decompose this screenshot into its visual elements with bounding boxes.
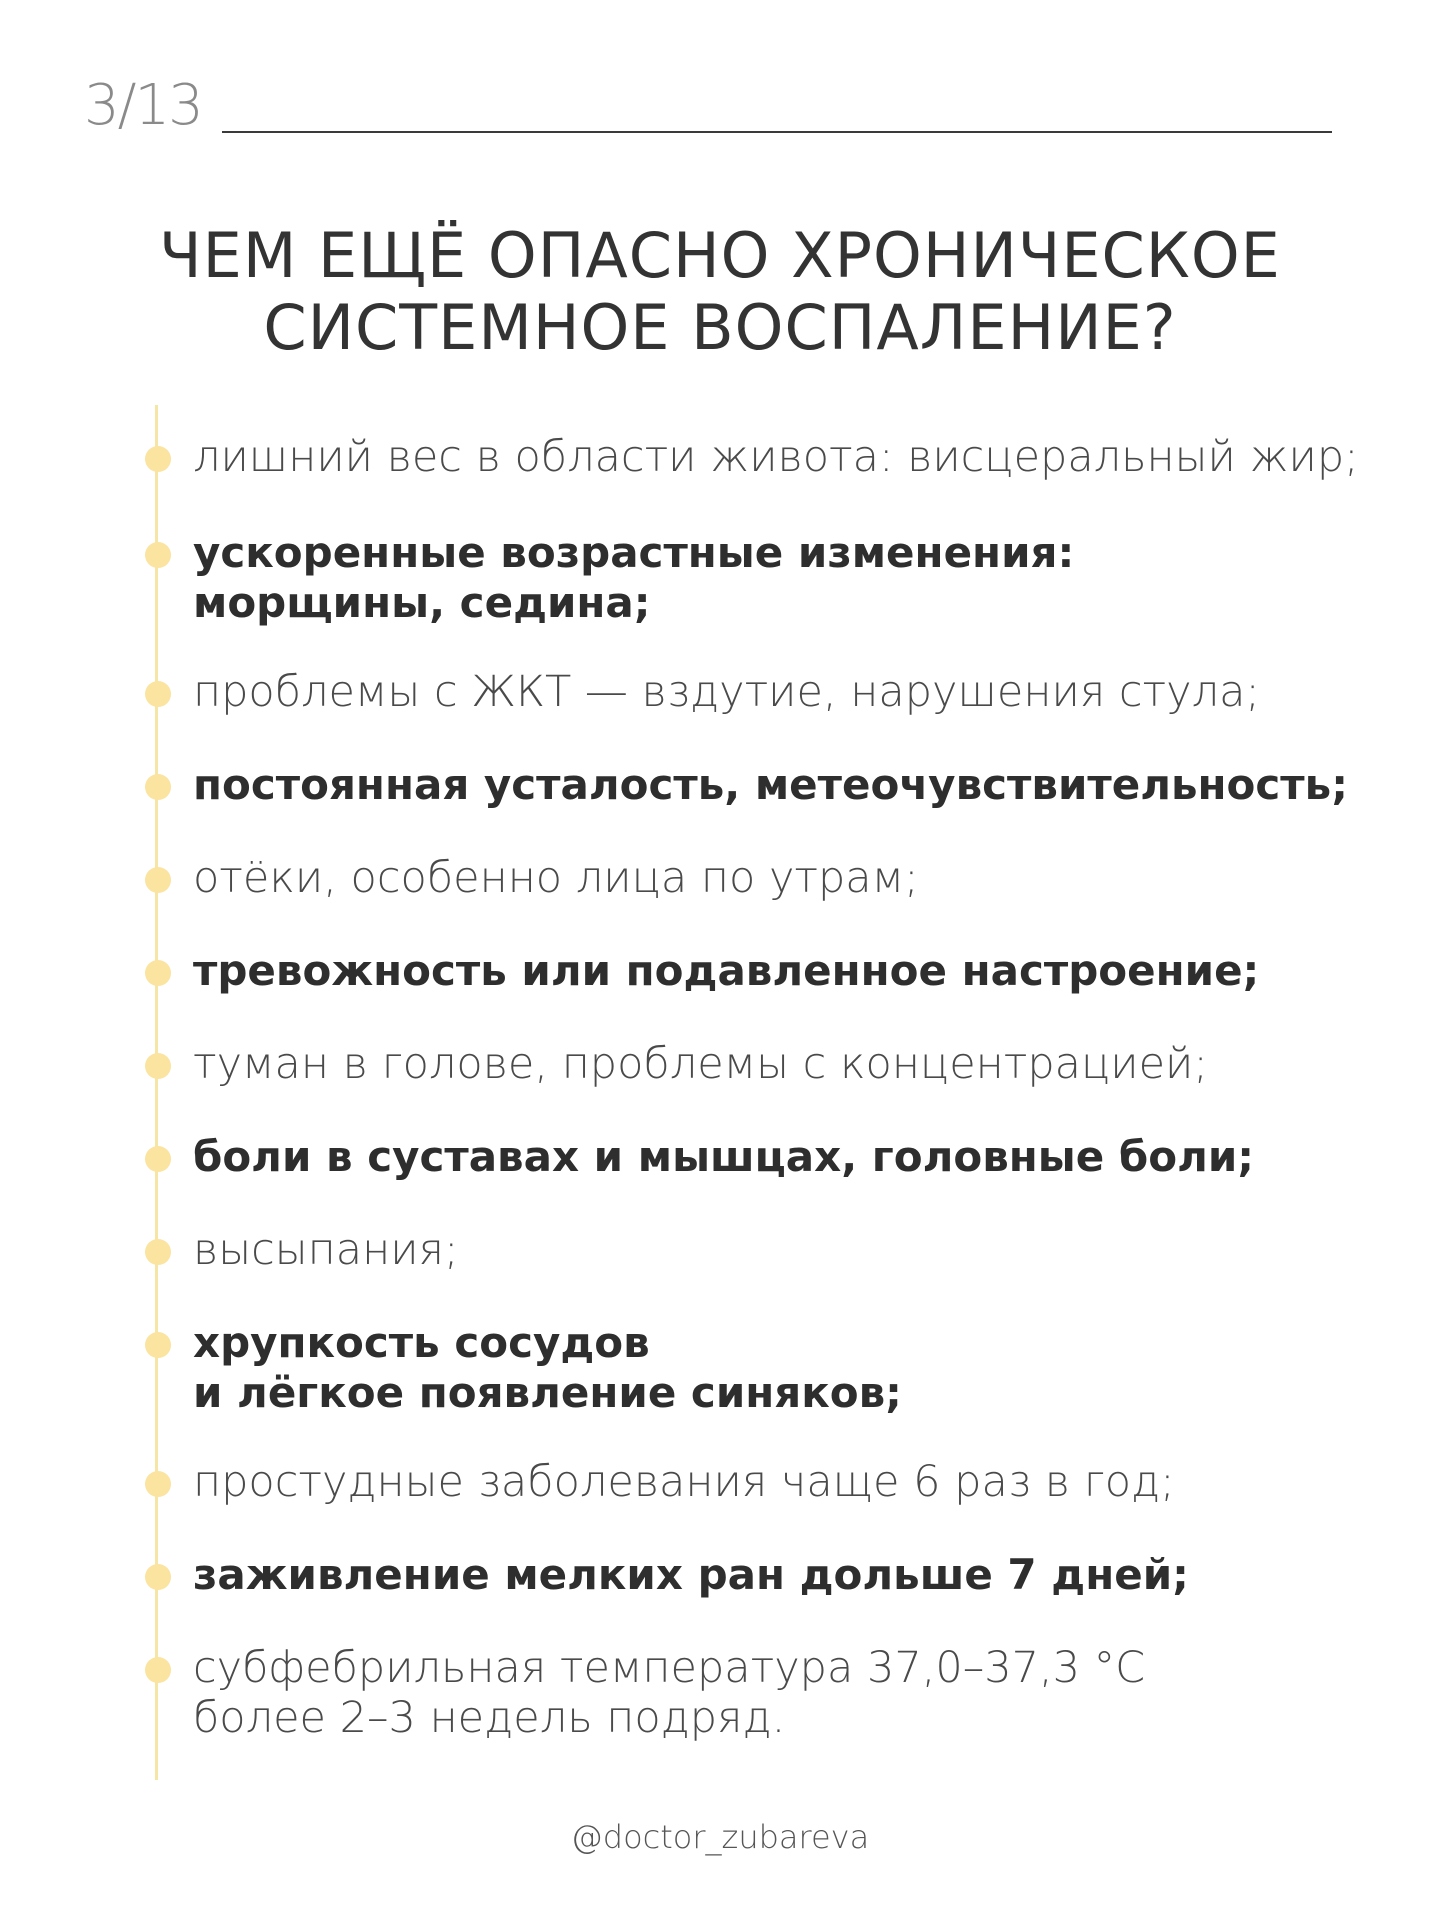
bullet-dot-icon (145, 1053, 171, 1079)
list-item (193, 760, 1353, 810)
list-item-text: простудные заболевания чаще 6 раз в год; (193, 1457, 1175, 1507)
list-item-text: туман в голове, проблемы с концентрацией; (193, 1039, 1208, 1089)
list-item-text: хрупкость сосудов и лёгкое появление синяков; (193, 1318, 902, 1417)
list-item (193, 528, 1353, 628)
bullet-dot-icon (145, 681, 171, 707)
list-item (193, 1643, 1353, 1743)
bullet-dot-icon (145, 960, 171, 986)
bullet-dot-icon (145, 1471, 171, 1497)
bullet-dot-icon (145, 1564, 171, 1590)
list-item-text: высыпания; (193, 1225, 459, 1275)
list-item-text: лишний вес в области живота: висцеральный жир; (193, 432, 1359, 482)
list-item-text: ускоренные возрастные изменения: морщины, седина; (193, 528, 1075, 627)
list-item (193, 1457, 1353, 1507)
list-item-text: заживление мелких ран дольше 7 дней; (193, 1550, 1189, 1599)
bullet-dot-icon (145, 542, 171, 568)
bullet-dot-icon (145, 867, 171, 893)
page-number: 3/13 (84, 73, 202, 138)
list-item-text: проблемы с ЖКТ — вздутие, нарушения стула; (193, 667, 1260, 717)
list-item (193, 1550, 1353, 1600)
list-item (193, 667, 1353, 717)
page-title (60, 220, 1380, 364)
bullet-dot-icon (145, 774, 171, 800)
list-item (193, 946, 1353, 996)
list-item (193, 1318, 1353, 1418)
list-item (193, 853, 1353, 903)
bullet-dot-icon (145, 1332, 171, 1358)
list-item (193, 1039, 1353, 1089)
list-item-text: отёки, особенно лица по утрам; (193, 853, 919, 903)
header-divider (222, 131, 1332, 133)
list-item-text: тревожность или подавленное настроение; (193, 946, 1260, 995)
bullet-dot-icon (145, 446, 171, 472)
list-item (193, 1132, 1353, 1182)
title-line-2: СИСТЕМНОЕ ВОСПАЛЕНИЕ? (263, 291, 1177, 364)
bullet-dot-icon (145, 1657, 171, 1683)
bullet-dot-icon (145, 1239, 171, 1265)
list-item (193, 1225, 1353, 1275)
list-item (193, 432, 1359, 482)
list-item-text: субфебрильная температура 37,0–37,3 °С более 2–3 недель подряд. (193, 1643, 1146, 1743)
title-line-1: ЧЕМ ЕЩЁ ОПАСНО ХРОНИЧЕСКОЕ (159, 219, 1281, 292)
list-item-text: постоянная усталость, метеочувствительность; (193, 760, 1348, 809)
author-handle: @doctor_zubareva (570, 1818, 870, 1856)
bullet-dot-icon (145, 1146, 171, 1172)
list-item-text: боли в суставах и мышцах, головные боли; (193, 1132, 1255, 1181)
